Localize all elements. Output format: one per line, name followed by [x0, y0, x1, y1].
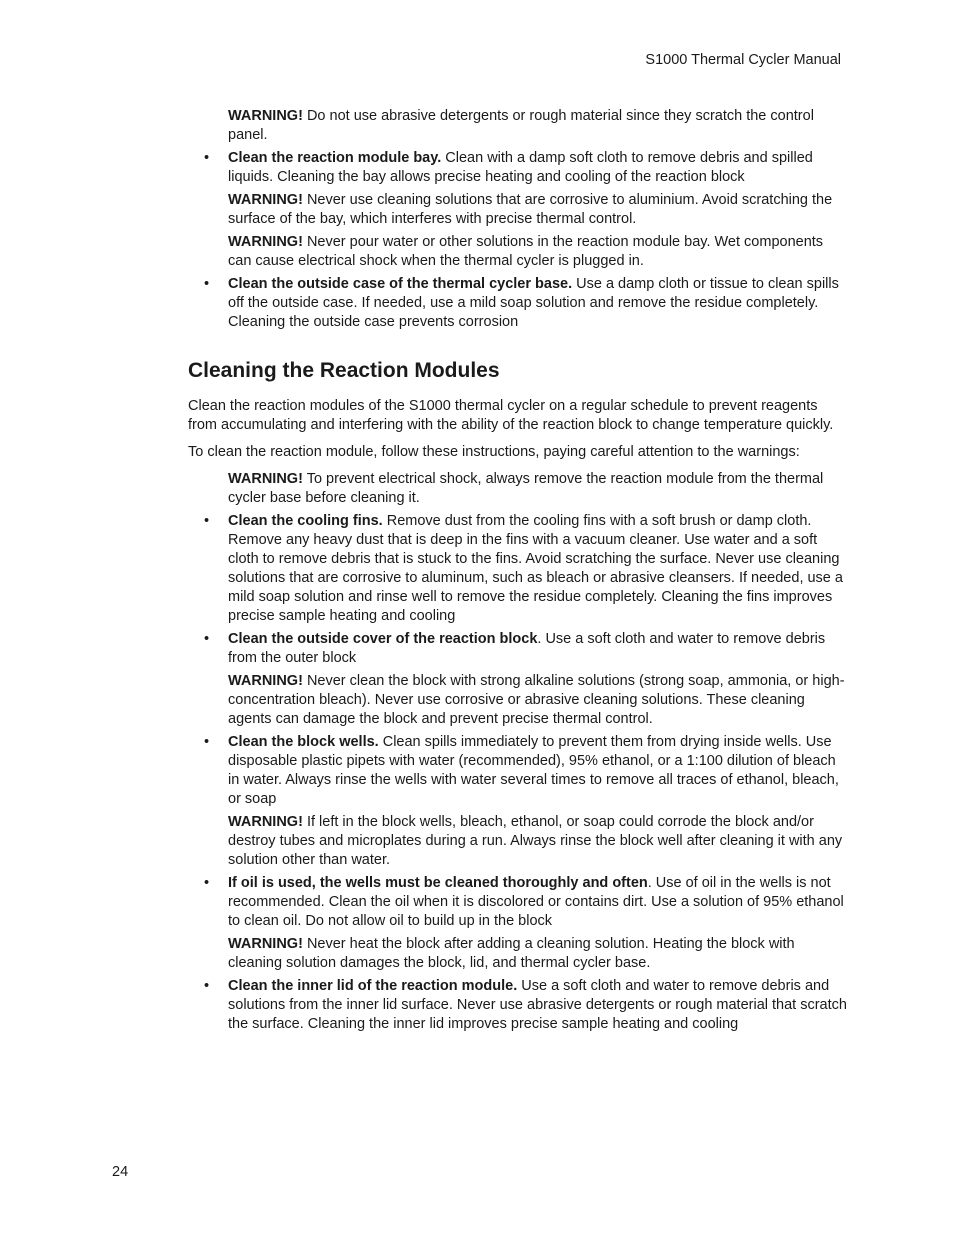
item-title: Clean the block wells. — [228, 734, 379, 750]
item-text: . Use of oil in the wells is not recommended. Clean the oil when it is discolored or contains dirt. Use a solution of 95% ethanol to clean oil. Do not allow oil to build up in the block — [228, 875, 844, 929]
bullet-marker: • — [204, 150, 210, 166]
warning-text: Never use cleaning solutions that are corrosive to aluminium. Avoid scratching the surface of the bay, which interferes with precise thermal control. — [228, 192, 833, 227]
bullet-marker: • — [204, 978, 210, 994]
bullet-marker: • — [204, 631, 210, 647]
item-text: Use a soft cloth and water to remove debris and solutions from the inner lid surface. Never use abrasive detergents or rough material that scratch the surface. Cleaning the inner lid improves precise sample heating and cooling — [228, 978, 847, 1032]
item-text: . Use a soft cloth and water to remove debris from the outer block — [228, 631, 826, 666]
item-title: Clean the inner lid of the reaction module. — [228, 978, 518, 994]
warning-label: WARNING! — [228, 192, 303, 208]
item-title: If oil is used, the wells must be cleaned thoroughly and often — [228, 875, 648, 891]
warning-note — [228, 191, 848, 229]
warning-label: WARNING! — [228, 234, 303, 250]
list-item — [188, 275, 848, 332]
bullet-marker: • — [204, 734, 210, 750]
item-text: Clean spills immediately to prevent them from drying inside wells. Use disposable plastic pipets with water (recommended), 95% ethanol, or a 1:100 dilution of bleach in water. Always rinse the wells with water several times to remove all traces of ethanol, bleach, or soap — [228, 734, 839, 807]
item-title: Clean the outside cover of the reaction block — [228, 631, 538, 647]
bullet-marker: • — [204, 875, 210, 891]
list-item — [188, 733, 848, 870]
item-text: Clean with a damp soft cloth to remove debris and spilled liquids. Cleaning the bay allows precise heating and cooling of the reaction block — [228, 150, 813, 185]
warning-text: If left in the block wells, bleach, ethanol, or soap could corrode the block and/or destroy tubes and microplates during a run. Always rinse the block well after cleaning it with any solution other than water. — [228, 814, 843, 868]
warning-label: WARNING! — [228, 814, 303, 830]
page-content — [188, 107, 848, 1038]
warning-text: Never clean the block with strong alkaline solutions (strong soap, ammonia, or high-concentration bleach). Never use corrosive or abrasive cleaning solutions. These cleaning agents can damage the block and prevent precise thermal control. — [228, 673, 845, 727]
warning-text: Never heat the block after adding a cleaning solution. Heating the block with cleaning solution damages the block, lid, and thermal cycler base. — [228, 936, 795, 971]
list-item — [188, 977, 848, 1034]
warning-label: WARNING! — [228, 936, 303, 952]
item-title: Clean the reaction module bay. — [228, 150, 442, 166]
list-item — [188, 512, 848, 626]
list-item — [188, 149, 848, 271]
warning-text: Do not use abrasive detergents or rough material since they scratch the control panel. — [228, 108, 814, 143]
warning-note — [228, 672, 848, 729]
paragraph: Clean the reaction modules of the S1000 thermal cycler on a regular schedule to prevent reagents from accumulating and interfering with the ability of the reaction block to change temperature quickly. — [188, 398, 834, 433]
warning-note — [228, 813, 848, 870]
page-number: 24 — [112, 1164, 129, 1180]
warning-note — [228, 233, 848, 271]
item-text: Remove dust from the cooling fins with a soft brush or damp cloth. Remove any heavy dust that is deep in the fins with a vacuum cleaner. Use water and a soft cloth to remove debris that is stuck to the fins. Avoid scratching the surface. Never use cleaning solutions that are corrosive to aluminum, such as bleach or abrasive cleansers. If needed, use a mild soap solution and rinse well to remove the residue completely. Cleaning the fins improves precise sample heating and cooling — [228, 513, 843, 624]
section-heading: Cleaning the Reaction Modules — [188, 359, 500, 382]
warning-label: WARNING! — [228, 471, 303, 487]
running-header: S1000 Thermal Cycler Manual — [645, 52, 841, 68]
item-text: Use a damp cloth or tissue to clean spills off the outside case. If needed, use a mild soap solution and remove the residue completely. Cleaning the outside case prevents corrosion — [228, 276, 839, 330]
warning-text: Never pour water or other solutions in the reaction module bay. Wet components can cause electrical shock when the thermal cycler is plugged in. — [228, 234, 824, 269]
item-title: Clean the cooling fins. — [228, 513, 383, 529]
item-title: Clean the outside case of the thermal cycler base. — [228, 276, 573, 292]
warning-note — [228, 935, 848, 973]
list-item — [188, 630, 848, 729]
warning-label: WARNING! — [228, 673, 303, 689]
bullet-marker: • — [204, 513, 210, 529]
list-item — [188, 874, 848, 973]
bullet-marker: • — [204, 276, 210, 292]
warning-text: To prevent electrical shock, always remove the reaction module from the thermal cycler base before cleaning it. — [228, 471, 824, 506]
warning-note — [228, 470, 848, 508]
warning-label: WARNING! — [228, 108, 303, 124]
paragraph: To clean the reaction module, follow these instructions, paying careful attention to the warnings: — [188, 444, 800, 460]
warning-note — [228, 107, 848, 145]
